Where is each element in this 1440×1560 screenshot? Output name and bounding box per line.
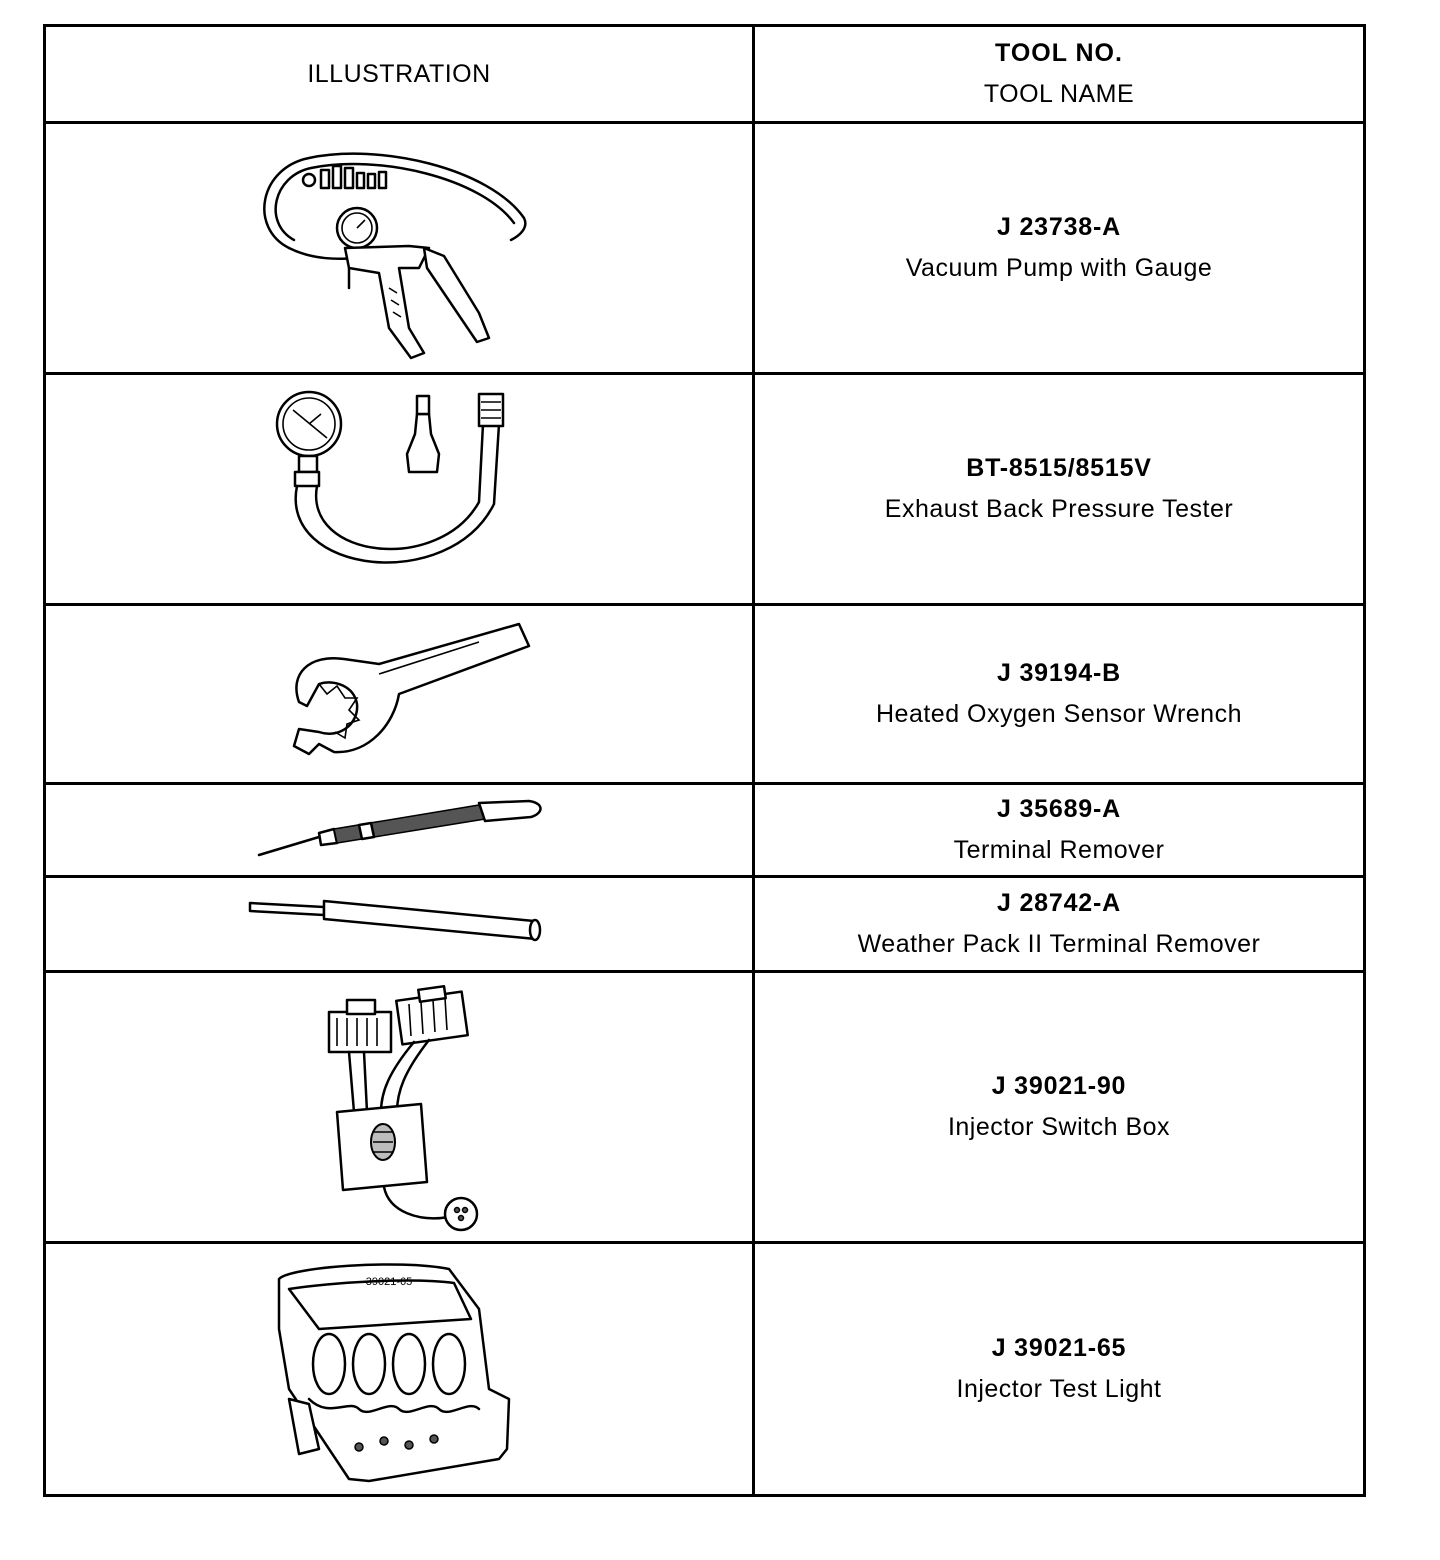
test-light-icon bbox=[249, 1249, 549, 1489]
switch-box-icon bbox=[249, 982, 549, 1232]
pin-remover-icon bbox=[244, 889, 554, 959]
tool-number: J 39021-90 bbox=[991, 1072, 1127, 1100]
vacuum-pump-icon bbox=[249, 128, 549, 368]
table-row bbox=[45, 784, 1365, 877]
tool-name: Heated Oxygen Sensor Wrench bbox=[875, 700, 1242, 728]
table-header-row bbox=[45, 26, 1365, 123]
tool-number: J 39021-65 bbox=[991, 1334, 1127, 1362]
illustration-cell bbox=[45, 374, 754, 605]
illustration-cell bbox=[45, 784, 754, 877]
table-row bbox=[45, 1243, 1365, 1496]
tool-info-cell bbox=[754, 1243, 1365, 1496]
table-row bbox=[45, 972, 1365, 1243]
table-row bbox=[45, 877, 1365, 972]
tool-no-header: TOOL NO. bbox=[995, 39, 1123, 67]
terminal-remover-icon bbox=[249, 795, 549, 865]
tool-name: Vacuum Pump with Gauge bbox=[905, 254, 1213, 282]
tool-number: BT-8515/8515V bbox=[966, 454, 1152, 482]
tool-header bbox=[754, 26, 1365, 123]
table-row bbox=[45, 605, 1365, 784]
illustration-header: ILLUSTRATION bbox=[45, 26, 754, 123]
tool-number: J 39194-B bbox=[997, 659, 1121, 687]
tool-name-header: TOOL NAME bbox=[983, 80, 1135, 108]
tool-name: Weather Pack II Terminal Remover bbox=[857, 930, 1261, 958]
illustration-cell bbox=[45, 972, 754, 1243]
test-light-imprint: 39021-65 bbox=[365, 1276, 413, 1288]
illustration-cell bbox=[45, 605, 754, 784]
tool-info-cell bbox=[754, 605, 1365, 784]
tool-info-cell bbox=[754, 784, 1365, 877]
tool-info-cell bbox=[754, 877, 1365, 972]
tool-name: Exhaust Back Pressure Tester bbox=[884, 495, 1234, 523]
tool-number: J 23738-A bbox=[997, 213, 1121, 241]
adapter-fittings bbox=[303, 166, 386, 188]
tool-name: Terminal Remover bbox=[953, 836, 1165, 864]
wrench-icon bbox=[249, 614, 549, 774]
illustration-cell bbox=[45, 877, 754, 972]
tool-number: J 35689-A bbox=[997, 795, 1121, 823]
tool-number: J 28742-A bbox=[997, 889, 1121, 917]
tool-name: Injector Switch Box bbox=[947, 1113, 1171, 1141]
table-row bbox=[45, 123, 1365, 374]
table-row bbox=[45, 374, 1365, 605]
tool-info-cell bbox=[754, 374, 1365, 605]
special-tools-table bbox=[43, 24, 1366, 1497]
tool-info-cell bbox=[754, 123, 1365, 374]
illustration-cell bbox=[45, 123, 754, 374]
pressure-gauge-icon bbox=[249, 384, 549, 594]
tool-name: Injector Test Light bbox=[956, 1375, 1162, 1403]
tool-info-cell bbox=[754, 972, 1365, 1243]
illustration-cell bbox=[45, 1243, 754, 1496]
